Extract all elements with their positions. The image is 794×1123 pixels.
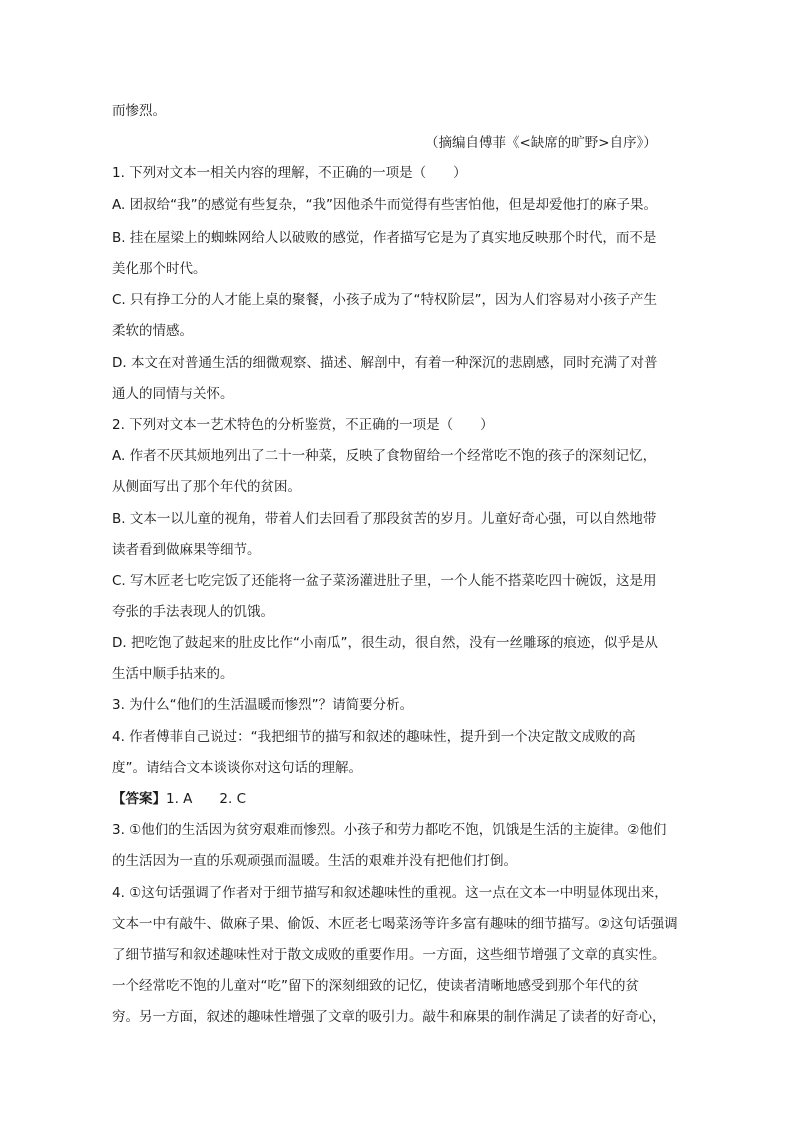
q2-option-d-cont: 生活中顺手拈来的。 — [112, 666, 234, 682]
q2-option-d: D. 把吃饱了鼓起来的肚皮比作“小南瓜”，很生动，很自然，没有一丝雕琢的痕迹，似乎是从 — [112, 635, 658, 651]
q2-option-a: A. 作者不厌其烦地列出了二十一种菜，反映了食物留给一个经常吃不饱的孩子的深刻记忆， — [112, 448, 657, 464]
answer-3-cont: 的生活因为一直的乐观顽强而温暖。生活的艰难并没有把他们打倒。 — [112, 853, 517, 869]
source-citation: （摘编自傅菲《<缺席的旷野>自序》） — [425, 135, 657, 151]
answer-4-cont: 穷。另一方面，叙述的趣味性增强了文章的吸引力。敲牛和麻果的制作满足了读者的好奇心， — [112, 1009, 666, 1025]
question-1: 1. 下列对文本一相关内容的理解，不正确的一项是（ ） — [112, 165, 467, 181]
question-4: 4. 作者傅菲自己说过：“我把细节的描写和叙述的趣味性，提升到一个决定散文成败的高 — [112, 729, 636, 745]
text-line: 而惨烈。 — [112, 103, 166, 119]
q2-option-a-cont: 从侧面写出了那个年代的贫困。 — [112, 479, 301, 495]
answer-3: 3. ①他们的生活因为贫穷艰难而惨烈。小孩子和劳力都吃不饱，饥饿是生活的主旋律。②他们 — [112, 822, 667, 838]
q2-option-b-cont: 读者看到做麻果等细节。 — [112, 542, 261, 558]
answer-4-cont: 文本一中有敲牛、做麻子果、偷饭、木匠老七喝菜汤等许多富有趣味的细节描写。②这句话强调 — [112, 916, 678, 932]
question-4-cont: 度”。请结合文本谈谈你对这句话的理解。 — [112, 760, 362, 776]
q1-option-a: A. 团叔给“我”的感觉有些复杂，“我”因他杀牛而觉得有些害怕他，但是却爱他打的麻子果。 — [112, 197, 658, 213]
answer-line — [112, 789, 246, 809]
question-2: 2. 下列对文本一艺术特色的分析鉴赏，不正确的一项是（ ） — [112, 417, 494, 433]
q2-option-c: C. 写木匠老七吃完饭了还能将一盆子菜汤灌进肚子里，一个人能不搭菜吃四十碗饭，这是用 — [112, 573, 657, 589]
q1-option-d: D. 本文在对普通生活的细微观察、描述、解剖中，有着一种深沉的悲剧感，同时充满了对普 — [112, 355, 658, 371]
answer-4-cont: 一个经常吃不饱的儿童对“吃”留下的深刻细致的记忆，使读者清晰地感受到那个年代的贫 — [112, 978, 639, 994]
q1-option-d-cont: 通人的同情与关怀。 — [112, 386, 234, 402]
q1-option-c: C. 只有挣工分的人才能上桌的聚餐，小孩子成为了“特权阶层”，因为人们容易对小孩子产生 — [112, 292, 657, 308]
answer-tag: 【答案】 — [112, 791, 166, 807]
answer-4-cont: 了细节描写和叙述趣味性对于散文成败的重要作用。一方面，这些细节增强了文章的真实性。 — [112, 947, 666, 963]
question-3: 3. 为什么“他们的生活温暖而惨烈”？请简要分析。 — [112, 697, 414, 713]
q2-option-b: B. 文本一以儿童的视角，带着人们去回看了那段贫苦的岁月。儿童好奇心强，可以自然地带 — [112, 511, 657, 527]
answer-choices: 1. A 2. C — [166, 791, 247, 807]
q1-option-b: B. 挂在屋梁上的蜘蛛网给人以破败的感觉，作者描写它是为了真实地反映那个时代，而不是 — [112, 230, 657, 246]
q1-option-b-cont: 美化那个时代。 — [112, 261, 207, 277]
answer-4: 4. ①这句话强调了作者对于细节描写和叙述趣味性的重视。这一点在文本一中明显体现出来， — [112, 885, 668, 901]
q2-option-c-cont: 夸张的手法表现人的饥饿。 — [112, 604, 274, 620]
q1-option-c-cont: 柔软的情感。 — [112, 323, 193, 339]
